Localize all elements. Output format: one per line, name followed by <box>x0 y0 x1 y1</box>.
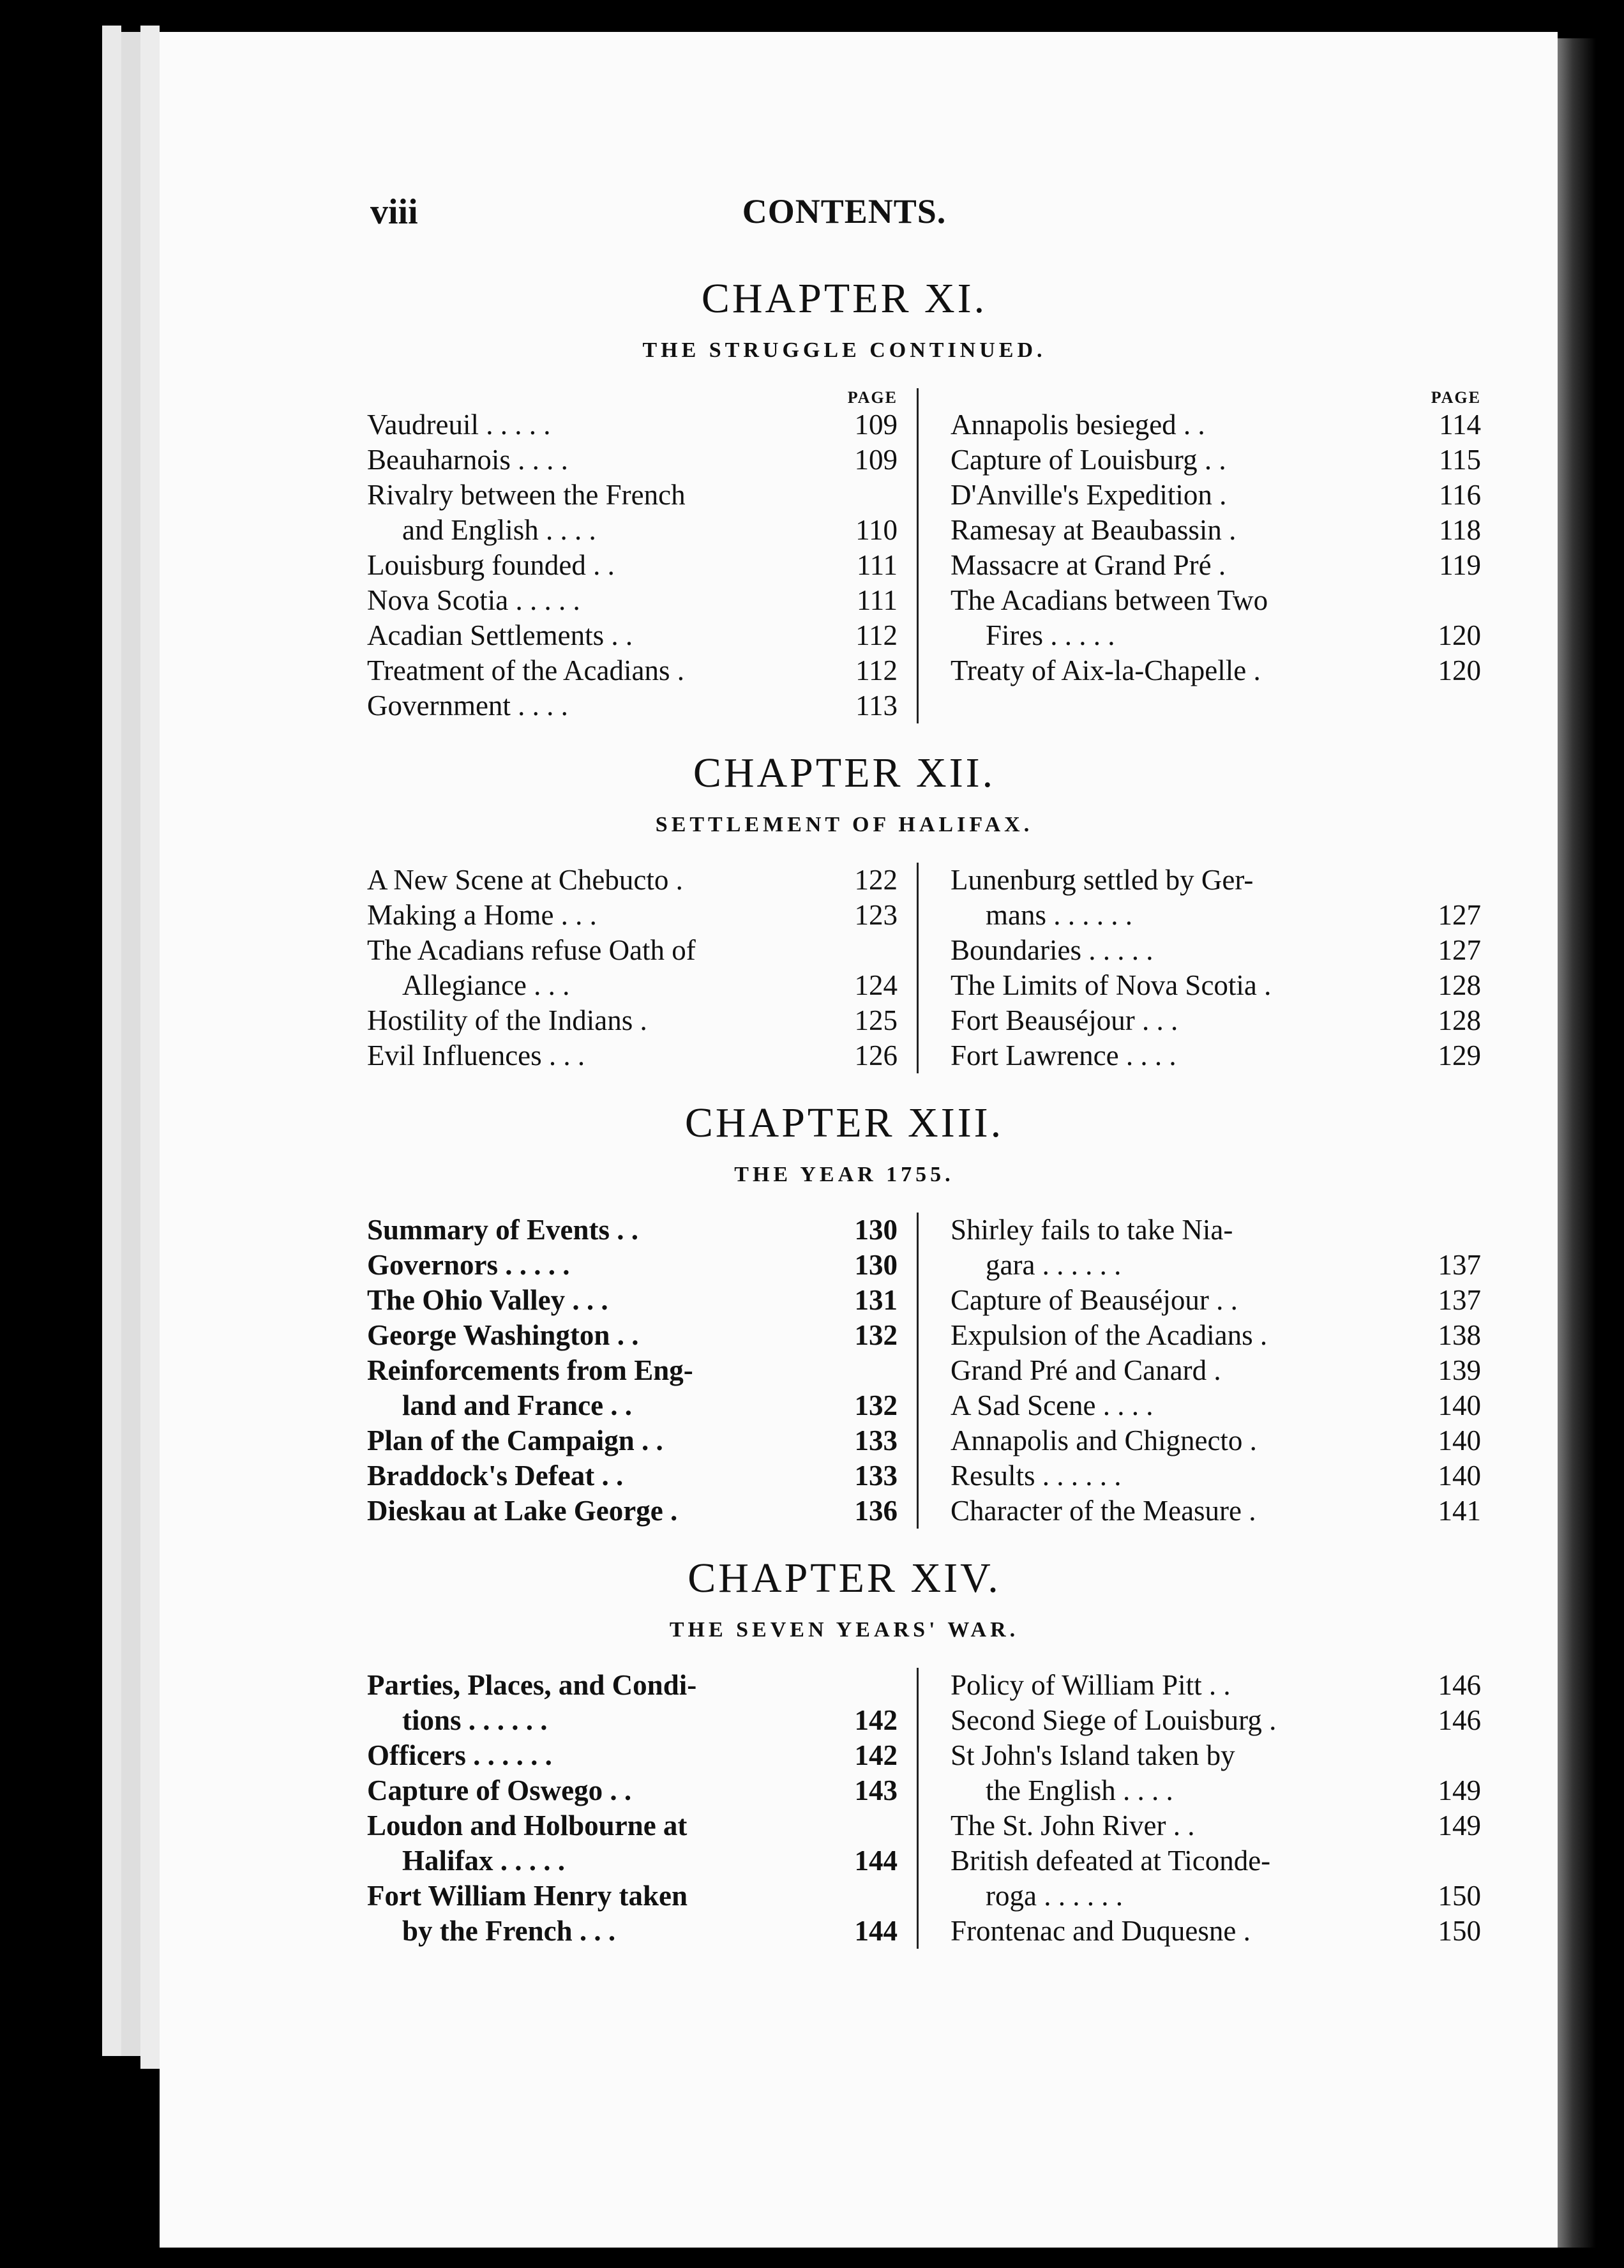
page-column-label: PAGE <box>1431 388 1481 407</box>
entry-title: St John's Island taken by <box>951 1739 1235 1771</box>
entry-title: Expulsion of the Acadians . <box>951 1319 1268 1351</box>
entry-title: Annapolis besieged . . <box>951 409 1205 441</box>
contents-entry <box>951 1038 1481 1073</box>
entry-page <box>840 1808 898 1843</box>
entry-title: by the French . . . <box>402 1915 616 1947</box>
entry-title: The Acadians between Two <box>951 584 1268 616</box>
entry-page: 140 <box>1438 1389 1481 1421</box>
entry-title: British defeated at Ticonde- <box>951 1845 1271 1877</box>
entry-title: Rivalry between the French <box>367 479 686 511</box>
contents-entry <box>951 1283 1481 1318</box>
entry-page: 130 <box>854 1249 898 1281</box>
contents-entry <box>367 1493 898 1529</box>
entry-title: Parties, Places, and Condi- <box>367 1669 697 1701</box>
contents-entry <box>951 1914 1481 1949</box>
contents-entry <box>951 1738 1481 1773</box>
entry-title: Capture of Beauséjour . . <box>951 1284 1238 1316</box>
chapter-subtitle: THE STRUGGLE CONTINUED. <box>642 338 1046 362</box>
contents-entry <box>951 442 1481 478</box>
entry-page: 146 <box>1438 1669 1481 1701</box>
entry-title: mans . . . . . . <box>986 899 1132 931</box>
entry-title: roga . . . . . . <box>986 1880 1123 1912</box>
entry-page: 142 <box>854 1704 898 1736</box>
entry-page: 127 <box>1438 899 1481 931</box>
contents-entry <box>951 513 1481 548</box>
chapter-section <box>207 1554 1481 1949</box>
chapter-section <box>207 275 1481 723</box>
entry-page: 124 <box>854 969 898 1001</box>
entry-page: 140 <box>1438 1460 1481 1492</box>
entry-title: Capture of Louisburg . . <box>951 444 1226 476</box>
entry-title: land and France . . <box>402 1389 633 1421</box>
entry-title: the English . . . . <box>986 1774 1173 1806</box>
contents-entry <box>951 898 1481 933</box>
contents-entry <box>367 407 898 442</box>
chapter-subtitle: THE SEVEN YEARS' WAR. <box>669 1618 1019 1642</box>
entry-page <box>840 1353 898 1388</box>
contents-entry <box>367 968 898 1003</box>
contents-entry <box>367 1843 898 1879</box>
entry-page: 149 <box>1438 1810 1481 1841</box>
entry-page: 144 <box>854 1845 898 1877</box>
entry-page: 127 <box>1438 934 1481 966</box>
contents-entry <box>951 1668 1481 1703</box>
page-edge <box>121 32 140 2056</box>
entry-title: Hostility of the Indians . <box>367 1004 647 1036</box>
entry-page: 133 <box>854 1425 898 1456</box>
entry-page: 125 <box>854 1004 898 1036</box>
entry-title: Grand Pré and Canard . <box>951 1354 1221 1386</box>
contents-entry <box>951 1213 1481 1248</box>
entry-page: 137 <box>1438 1249 1481 1281</box>
contents-entry <box>951 1773 1481 1808</box>
contents-entry <box>367 583 898 618</box>
chapter-section <box>207 749 1481 1073</box>
contents-entry <box>951 1493 1481 1529</box>
page-edge <box>140 26 160 2069</box>
contents-entry <box>951 1353 1481 1388</box>
contents-entry <box>367 933 898 968</box>
entry-title: tions . . . . . . <box>402 1704 548 1736</box>
entry-title: Braddock's Defeat . . <box>367 1460 624 1492</box>
contents-entry <box>367 513 898 548</box>
contents-entry <box>367 478 898 513</box>
contents-entry <box>951 548 1481 583</box>
contents-entry <box>951 407 1481 442</box>
entry-title: Reinforcements from Eng- <box>367 1354 693 1386</box>
entry-title: Plan of the Campaign . . <box>367 1425 663 1456</box>
contents-page <box>207 192 1481 1949</box>
entries-column-left <box>367 1213 919 1529</box>
entry-title: Acadian Settlements . . <box>367 619 633 651</box>
entry-title: Annapolis and Chignecto . <box>951 1425 1257 1456</box>
entry-page: 128 <box>1438 969 1481 1001</box>
entry-page: 139 <box>1438 1354 1481 1386</box>
entry-page: 146 <box>1438 1704 1481 1736</box>
entry-title: The Acadians refuse Oath of <box>367 934 696 966</box>
contents-entry <box>951 1458 1481 1493</box>
entry-page: 126 <box>854 1040 898 1071</box>
contents-entry <box>951 1879 1481 1914</box>
entry-title: Summary of Events . . <box>367 1214 638 1246</box>
chapter-entries <box>207 863 1481 1073</box>
entry-page: 112 <box>855 654 898 686</box>
entry-title: Shirley fails to take Nia- <box>951 1214 1233 1246</box>
entry-title: Allegiance . . . <box>402 969 570 1001</box>
entry-title: Governors . . . . . <box>367 1249 570 1281</box>
contents-entry <box>367 688 898 723</box>
entry-title: Capture of Oswego . . <box>367 1774 632 1806</box>
chapter-entries <box>207 388 1481 723</box>
entry-title: Treatment of the Acadians . <box>367 654 684 686</box>
contents-entry <box>951 1703 1481 1738</box>
entry-page: 128 <box>1438 1004 1481 1036</box>
entry-page: 111 <box>856 584 898 616</box>
contents-entry <box>367 1914 898 1949</box>
entries-column-right <box>919 388 1481 723</box>
entry-page: 150 <box>1438 1915 1481 1947</box>
contents-entry <box>951 1388 1481 1423</box>
contents-entry <box>367 1879 898 1914</box>
contents-entry <box>367 1773 898 1808</box>
entry-page: 109 <box>854 409 898 441</box>
chapter-section <box>207 1099 1481 1529</box>
entry-title: Ramesay at Beaubassin . <box>951 514 1237 546</box>
entry-title: Fires . . . . . <box>986 619 1115 651</box>
entry-title: Beauharnois . . . . <box>367 444 568 476</box>
chapter-list <box>207 275 1481 1949</box>
entry-page <box>840 478 898 513</box>
chapter-heading: CHAPTER XI. <box>701 275 988 322</box>
entry-page: 137 <box>1438 1284 1481 1316</box>
contents-entry <box>367 1703 898 1738</box>
entry-page <box>840 1668 898 1703</box>
entry-page: 120 <box>1438 619 1481 651</box>
contents-entry <box>951 933 1481 968</box>
contents-entry <box>951 1423 1481 1458</box>
entry-page: 142 <box>854 1739 898 1771</box>
contents-entry <box>951 478 1481 513</box>
entry-title: The St. John River . . <box>951 1810 1195 1841</box>
entry-title: Dieskau at Lake George . <box>367 1495 678 1527</box>
entry-title: Officers . . . . . . <box>367 1739 552 1771</box>
contents-entry <box>951 1843 1481 1879</box>
entry-page: 143 <box>854 1774 898 1806</box>
entry-title: Evil Influences . . . <box>367 1040 585 1071</box>
entry-title: and English . . . . <box>402 514 596 546</box>
contents-entry <box>367 653 898 688</box>
contents-entry <box>367 1318 898 1353</box>
entry-title: A Sad Scene . . . . <box>951 1389 1154 1421</box>
contents-entry <box>951 653 1481 688</box>
entry-page: 122 <box>854 864 898 896</box>
entry-page: 110 <box>855 514 898 546</box>
entry-page: 132 <box>854 1389 898 1421</box>
entry-page: 109 <box>854 444 898 476</box>
page-gutter-shadow <box>1558 38 1596 2248</box>
entry-title: The Limits of Nova Scotia . <box>951 969 1272 1001</box>
contents-entry <box>367 1458 898 1493</box>
contents-entry <box>367 1003 898 1038</box>
entry-page: 131 <box>854 1284 898 1316</box>
contents-entry <box>367 1388 898 1423</box>
chapter-heading: CHAPTER XIII. <box>684 1100 1004 1146</box>
entry-page: 111 <box>856 549 898 581</box>
contents-entry <box>951 1808 1481 1843</box>
entry-page <box>1424 583 1481 618</box>
entry-title: Louisburg founded . . <box>367 549 615 581</box>
contents-entry <box>951 968 1481 1003</box>
entry-page: 140 <box>1438 1425 1481 1456</box>
entry-title: Frontenac and Duquesne . <box>951 1915 1251 1947</box>
entry-page: 114 <box>1439 409 1481 441</box>
entry-title: Loudon and Holbourne at <box>367 1810 688 1841</box>
entry-title: Policy of William Pitt . . <box>951 1669 1231 1701</box>
contents-entry <box>367 1738 898 1773</box>
entry-title: Fort William Henry taken <box>367 1880 688 1912</box>
contents-entry <box>367 1213 898 1248</box>
entry-title: Massacre at Grand Pré . <box>951 549 1226 581</box>
chapter-heading: CHAPTER XIV. <box>688 1555 1001 1601</box>
entry-page: 112 <box>855 619 898 651</box>
entry-title: Fort Beauséjour . . . <box>951 1004 1178 1036</box>
entry-page: 116 <box>1439 479 1481 511</box>
entry-page: 133 <box>854 1460 898 1492</box>
entry-title: Lunenburg settled by Ger- <box>951 864 1254 896</box>
entries-column-left <box>367 863 919 1073</box>
entry-title: Fort Lawrence . . . . <box>951 1040 1177 1071</box>
entry-title: Results . . . . . . <box>951 1460 1122 1492</box>
entry-title: gara . . . . . . <box>986 1249 1122 1281</box>
entry-page: 129 <box>1438 1040 1481 1071</box>
contents-entry <box>367 1283 898 1318</box>
running-head <box>207 192 1481 249</box>
entry-page: 144 <box>854 1915 898 1947</box>
entry-title: A New Scene at Chebucto . <box>367 864 683 896</box>
entry-title: Boundaries . . . . . <box>951 934 1154 966</box>
chapter-entries <box>207 1668 1481 1949</box>
chapter-entries <box>207 1213 1481 1529</box>
entry-page: 130 <box>854 1214 898 1246</box>
entry-page: 150 <box>1438 1880 1481 1912</box>
entry-page: 136 <box>854 1495 898 1527</box>
contents-entry <box>367 548 898 583</box>
entry-title: Vaudreuil . . . . . <box>367 409 551 441</box>
entry-page <box>1424 863 1481 898</box>
entries-column-right <box>919 863 1481 1073</box>
entry-page <box>840 1879 898 1914</box>
entry-page: 115 <box>1439 444 1481 476</box>
entry-page <box>840 933 898 968</box>
page-edge <box>102 26 121 2056</box>
entry-page <box>1424 1843 1481 1879</box>
entry-page: 119 <box>1439 549 1481 581</box>
contents-entry <box>951 1248 1481 1283</box>
entry-page <box>1424 1213 1481 1248</box>
entries-column-left <box>367 1668 919 1949</box>
entry-title: Government . . . . <box>367 690 568 722</box>
contents-entry <box>367 1353 898 1388</box>
contents-entry <box>367 1038 898 1073</box>
contents-entry <box>367 898 898 933</box>
page-number: viii <box>370 192 418 232</box>
contents-entry <box>367 1668 898 1703</box>
entry-page: 132 <box>854 1319 898 1351</box>
contents-entry <box>951 618 1481 653</box>
contents-entry <box>367 618 898 653</box>
contents-entry <box>951 1003 1481 1038</box>
entry-title: George Washington . . <box>367 1319 639 1351</box>
chapter-heading: CHAPTER XII. <box>693 750 996 796</box>
contents-entry <box>367 1248 898 1283</box>
contents-entry <box>951 1318 1481 1353</box>
entry-page: 141 <box>1438 1495 1481 1527</box>
page-column-label: PAGE <box>847 388 898 407</box>
entry-page: 138 <box>1438 1319 1481 1351</box>
entries-column-right <box>919 1213 1481 1529</box>
entry-title: Halifax . . . . . <box>402 1845 565 1877</box>
entries-column-left <box>367 388 919 723</box>
entry-page: 120 <box>1438 654 1481 686</box>
running-title: CONTENTS. <box>742 192 947 231</box>
entry-page: 118 <box>1439 514 1481 546</box>
contents-entry <box>367 442 898 478</box>
entry-page: 149 <box>1438 1774 1481 1806</box>
entry-page: 123 <box>854 899 898 931</box>
entry-title: Making a Home . . . <box>367 899 597 931</box>
contents-entry <box>367 1423 898 1458</box>
entry-title: Second Siege of Louisburg . <box>951 1704 1277 1736</box>
entry-title: D'Anville's Expedition . <box>951 479 1227 511</box>
entry-title: The Ohio Valley . . . <box>367 1284 608 1316</box>
entry-page <box>1424 1738 1481 1773</box>
contents-entry <box>951 863 1481 898</box>
entry-title: Nova Scotia . . . . . <box>367 584 580 616</box>
contents-entry <box>367 863 898 898</box>
entries-column-right <box>919 1668 1481 1949</box>
contents-entry <box>367 1808 898 1843</box>
entry-title: Treaty of Aix-la-Chapelle . <box>951 654 1261 686</box>
entry-page: 113 <box>855 690 898 722</box>
entry-title: Character of the Measure . <box>951 1495 1256 1527</box>
contents-entry <box>951 583 1481 618</box>
chapter-subtitle: SETTLEMENT OF HALIFAX. <box>655 813 1034 836</box>
chapter-subtitle: THE YEAR 1755. <box>734 1163 954 1186</box>
